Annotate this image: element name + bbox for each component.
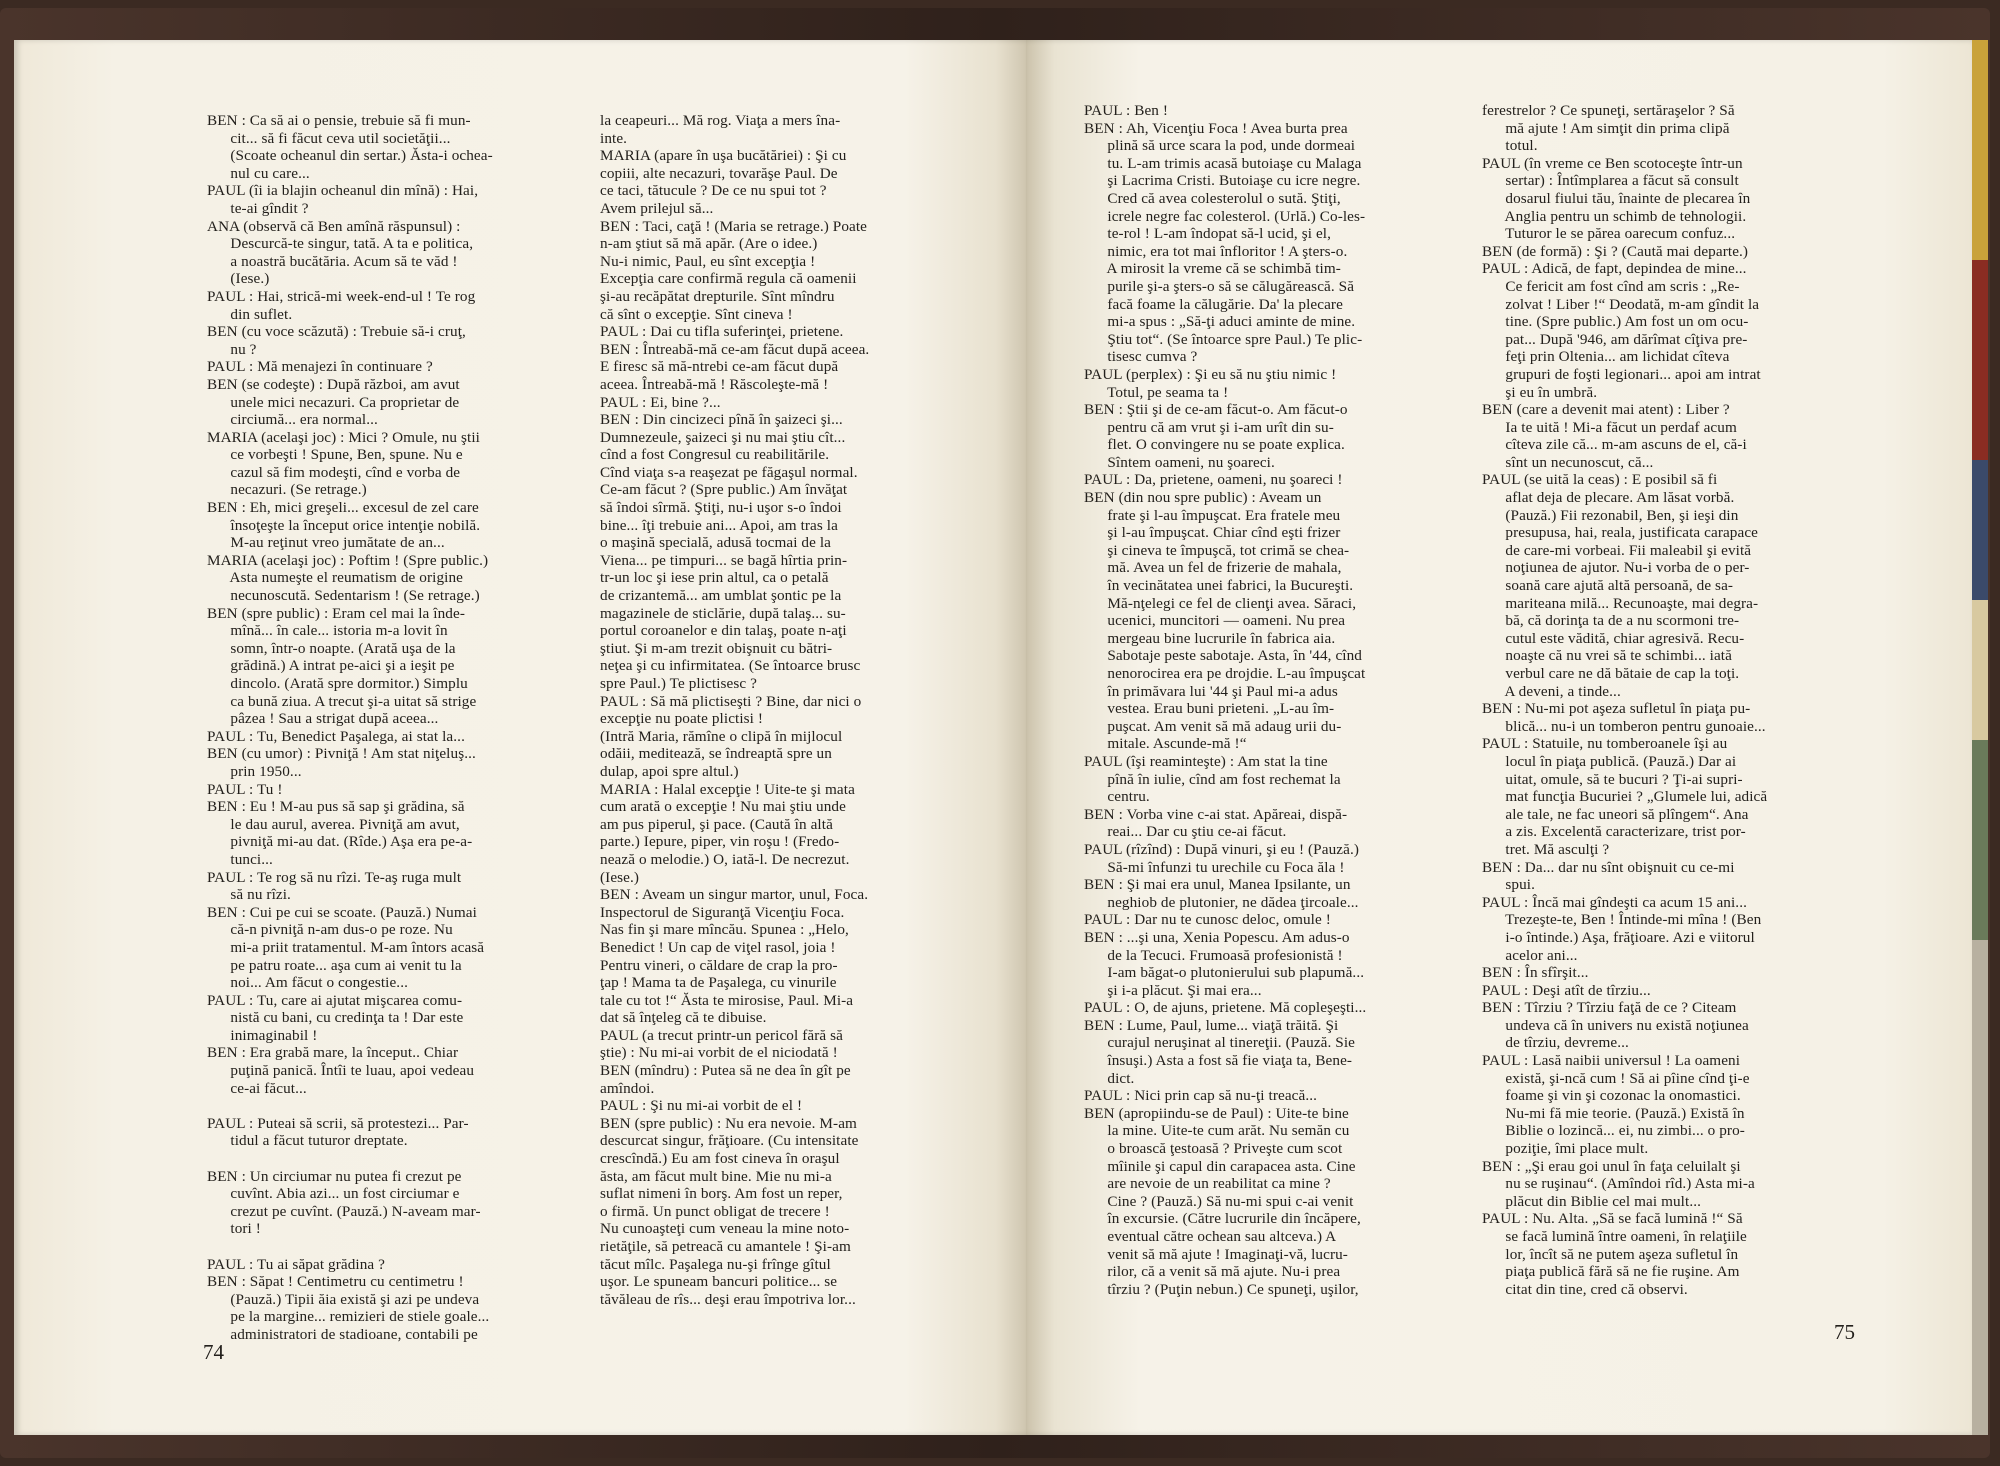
text-line: BEN : Eh, mici greşeli... excesul de zel care <box>207 499 479 517</box>
text-line: unele mici necazuri. Ca proprietar de <box>207 393 460 411</box>
text-line: o maşină specială, adusă tocmai de la <box>600 534 832 552</box>
text-line: Ia te uită ! Mi-a făcut un perdaf acum <box>1482 418 1737 436</box>
text-line: sînt un necunoscut, că... <box>1482 453 1654 471</box>
text-line: Sabotaje peste sabotaje. Asta, în '44, cînd <box>1084 647 1362 665</box>
text-line: M-au reţinut vreo jumătate de an... <box>207 534 445 552</box>
text-line: Ce fericit am fost cînd am scris : „Re- <box>1482 277 1740 295</box>
text-line: BEN : Ştii şi de ce-am făcut-o. Am făcut-o <box>1084 401 1348 419</box>
text-line: mergeau bine lucrurile în fabrica aia. <box>1084 629 1336 647</box>
text-line: PAUL (îi ia blajin ocheanul din mînă) : Hai, <box>207 182 479 200</box>
text-line: cutul este vădită, chiar agresivă. Recu- <box>1482 629 1745 647</box>
text-line: PAUL : Să mă plictiseşti ? Bine, dar nici o <box>600 692 862 710</box>
text-line: sertar) : Întîmplarea a făcut să consult <box>1482 172 1739 190</box>
text-line: tăvăleau de rîs... deşi erau împotriva lor... <box>600 1290 856 1308</box>
text-line: PAUL : Ei, bine ?... <box>600 393 721 411</box>
text-line: de crizantemă... am umblat şontic pe la <box>600 587 842 605</box>
text-line: tret. Mă asculţi ? <box>1482 840 1610 858</box>
text-line: Să-mi înfunzi tu urechile cu Foca ăla ! <box>1084 858 1345 876</box>
edge-tab <box>1972 740 1988 940</box>
text-line: magazinele de sticlărie, după talaş... su- <box>600 604 846 622</box>
text-line: în excursie. (Către lucrurile din încăpere, <box>1084 1210 1361 1228</box>
text-line: PAUL : Da, prietene, oameni, nu şoareci ! <box>1084 471 1343 489</box>
text-line: a noastră bucătăria. Acum să te văd ! <box>207 252 458 270</box>
text-line: la mine. Uite-te cum arăt. Nu semăn cu <box>1084 1122 1350 1140</box>
text-line: eventual către ochean sau altceva.) A <box>1084 1228 1337 1245</box>
page-edge-tabs <box>1972 40 1988 1435</box>
text-line: MARIA (acelaşi joc) : Mici ? Omule, nu ştii <box>207 428 480 446</box>
text-line: mitale. Ascunde-mă !“ <box>1084 735 1247 753</box>
text-line: cazul să fim modeşti, cînd e vorba de <box>207 463 461 481</box>
text-line <box>207 1150 493 1168</box>
text-line: mîinile şi capul din carapacea asta. Cine <box>1084 1157 1356 1175</box>
text-line: mat funcţia Bucuriei ? „Glumele lui, adică <box>1482 788 1768 806</box>
text-line: BEN (spre public) : Nu era nevoie. M-am <box>600 1114 857 1132</box>
text-line: tori ! <box>207 1220 261 1238</box>
text-line: pînă în iulie, cînd am fost rechemat la <box>1084 770 1341 788</box>
text-line: BEN : Întreabă-mă ce-am făcut după aceea. <box>600 340 870 358</box>
text-line: tine. (Spre public.) Am fost un om ocu- <box>1482 313 1749 331</box>
edge-tab <box>1972 940 1988 1435</box>
text-line: să îndoi sîrmă. Ştiţi, nu-i uşor s-o îndoi <box>600 499 842 517</box>
text-line: A deveni, a tinde... <box>1482 682 1621 700</box>
text-line: Avem prilejul să... <box>600 199 714 217</box>
text-line: în vecinătatea unei fabrici, la Bucureşti. <box>1084 577 1354 595</box>
right-column-2 <box>1482 102 1767 1298</box>
text-line: noţiunea de ajutor. Nu-i vorba de o per- <box>1482 559 1750 577</box>
text-line: cuvînt. Abia azi... un fost circiumar e <box>207 1185 460 1203</box>
text-line: PAUL : O, de ajuns, prietene. Mă copleşeşti... <box>1084 999 1367 1017</box>
text-line: PAUL (a trecut printr-un pericol fără să <box>600 1026 843 1044</box>
text-line: însuşi.) Asta a fost să fie viaţa ta, Bene- <box>1084 1052 1353 1070</box>
text-line: necazuri. (Se retrage.) <box>207 481 367 499</box>
text-line: inimaginabil ! <box>207 1026 318 1044</box>
edge-tab <box>1972 260 1988 460</box>
text-line: te-rol ! L-am îndopat să-l ucid, şi el, <box>1084 225 1332 243</box>
text-line: uşor. Le spuneam bancuri politice... se <box>600 1273 838 1291</box>
text-line: BEN : Ah, Vicenţiu Foca ! Avea burta prea <box>1084 119 1348 137</box>
text-line: noaşte că nu vrei să te schimbi... iată <box>1482 647 1732 665</box>
text-line: crezut pe cuvînt. (Pauză.) N-aveam mar- <box>207 1202 481 1220</box>
text-line: foame şi vin şi cozonac la onomastici. <box>1482 1087 1741 1105</box>
text-line: BEN : Un circiumar nu putea fi crezut pe <box>207 1167 462 1185</box>
text-line: BEN (se codeşte) : După război, am avut <box>207 375 460 393</box>
text-line: necunoscută. Sedentarism ! (Se retrage.) <box>207 587 480 605</box>
text-line: BEN (apropiindu-se de Paul) : Uite-te bine <box>1084 1104 1349 1122</box>
text-line: PAUL : Hai, strică-mi week-end-ul ! Te rog <box>207 287 476 305</box>
text-line: dat să înţeleg că te dibuise. <box>600 1009 767 1027</box>
text-line: spre Paul.) Te plictisesc ? <box>600 675 757 692</box>
text-line: BEN : Ca să ai o pensie, trebuie să fi mun- <box>207 112 471 129</box>
right-column-1 <box>1084 102 1366 1298</box>
text-line: PAUL : Mă menajezi în continuare ? <box>207 358 433 376</box>
text-line: BEN : Tîrziu ? Tîrziu faţă de ce ? Citeam <box>1482 999 1737 1017</box>
text-line: Benedict ! Un cap de viţel rasol, joia ! <box>600 938 836 956</box>
text-line: plină să urce scara la pod, unde dormeai <box>1084 137 1356 155</box>
text-line: spui. <box>1482 876 1535 894</box>
text-line: nu se ruşinau“. (Amîndoi rîd.) Asta mi-a <box>1482 1175 1755 1193</box>
text-line: tăcut mîlc. Paşalega nu-şi frînge gîtul <box>600 1255 831 1273</box>
text-line: ferestrelor ? Ce spuneţi, sertăraşelor ? Să <box>1482 102 1735 119</box>
text-line: n-am ştiut să mă apăr. (Are o idee.) <box>600 235 818 253</box>
text-line: mariteana milă... Recunoaşte, mai degra- <box>1482 594 1759 612</box>
text-line: puşcat. Am venit să mă adaug urii du- <box>1084 717 1342 735</box>
text-line: nimic, era tot mai înfloritor ! A şters-o. <box>1084 242 1348 260</box>
text-line: că-n pivniţă n-am dus-o pe roze. Nu <box>207 921 453 939</box>
text-line: BEN (spre public) : Eram cel mai la înde- <box>207 604 465 622</box>
text-line: suflat nimeni în borş. Am fost un reper, <box>600 1185 843 1203</box>
text-line: şi-au recăpătat drepturile. Sînt mîndru <box>600 287 835 305</box>
text-line: vestea. Erau buni prieteni. „L-au îm- <box>1084 700 1335 718</box>
text-line: tîrziu ? (Puţin nebun.) Ce spuneţi, uşilor, <box>1084 1280 1359 1298</box>
text-line: te-ai gîndit ? <box>207 199 309 217</box>
text-line: parte.) Iepure, piper, vin roşu ! (Fredo- <box>600 833 840 851</box>
text-line: curajul neruşinat al tinereţii. (Pauză. Sie <box>1084 1034 1356 1052</box>
text-line: MARIA (apare în uşa bucătăriei) : Şi cu <box>600 147 847 165</box>
text-line: aceea. Întreabă-mă ! Răscoleşte-mă ! <box>600 375 829 393</box>
text-line: zolvat ! Liber !“ Deodată, m-am gîndit la <box>1482 295 1760 313</box>
text-line: PAUL (perplex) : Şi eu să nu ştiu nimic ! <box>1084 365 1337 383</box>
text-line: locul în piaţa publică. (Pauză.) Dar ai <box>1482 752 1737 770</box>
text-line: PAUL : Tu ai săpat grădina ? <box>207 1255 386 1273</box>
text-line: ANA (observă că Ben amînă răspunsul) : <box>207 217 461 235</box>
text-line: PAUL : Statuile, nu tomberoanele îşi au <box>1482 735 1728 753</box>
text-line: undeva că în univers nu există noţiunea <box>1482 1016 1749 1034</box>
text-line: BEN : În sfîrşit... <box>1482 964 1589 982</box>
text-line: (Iese.) <box>207 270 270 288</box>
text-line: Cred că avea colesterolul o sută. Ştiţi, <box>1084 189 1341 207</box>
text-line: PAUL : Dai cu tifla suferinţei, prietene. <box>600 323 844 341</box>
text-line: PAUL (rîzînd) : După vinuri, şi eu ! (Pauză.) <box>1084 840 1360 858</box>
left-column-2 <box>600 112 869 1308</box>
text-line: cînd a fost Congresul cu reabilitările. <box>600 446 830 464</box>
text-line: ucenici, muncitori — oameni. Nu prea <box>1084 612 1346 630</box>
text-line: tu. L-am trimis acasă butoiaşe cu Malaga <box>1084 154 1362 172</box>
text-line: Totul, pe seama ta ! <box>1084 383 1229 401</box>
text-line: PAUL : Încă mai gîndeşti ca acum 15 ani... <box>1482 893 1747 911</box>
text-line <box>207 1097 493 1115</box>
text-line: nul cu care... <box>207 164 310 182</box>
text-line: ăsta, am făcut mult bine. Mie nu mi-a <box>600 1167 832 1185</box>
text-line: aflat deja de plecare. Am lăsat vorbă. <box>1482 489 1735 507</box>
text-line: şi eu în umbră. <box>1482 383 1598 401</box>
text-line: circiumă... era normal... <box>207 411 378 429</box>
text-line: BEN : Din cincizeci pînă în şaizeci şi... <box>600 411 843 429</box>
text-line: pâzea ! Sau a strigat după aceea... <box>207 710 439 728</box>
text-line: ale tale, ne fac uneori să plîngem“. Ana <box>1482 805 1749 823</box>
text-line: BEN : Cui pe cui se scoate. (Pauză.) Numai <box>207 903 477 921</box>
text-line: dulap, apoi spre altul.) <box>600 762 739 780</box>
text-line: puţină panică. Întîi te luau, apoi vedeau <box>207 1062 475 1080</box>
text-line: flet. O convingere nu se poate explica. <box>1084 436 1345 454</box>
text-line: se facă lumină între oameni, în relaţiile <box>1482 1228 1747 1245</box>
text-line: venit să mă ajute ! Imaginaţi-vă, lucru- <box>1084 1245 1348 1263</box>
text-line: a zis. Excelentă caracterizare, trist por- <box>1482 823 1746 841</box>
edge-tab <box>1972 40 1988 260</box>
text-line: PAUL : Puteai să scrii, să protestezi... Par- <box>207 1114 469 1132</box>
left-column-1 <box>207 112 493 1344</box>
left-page <box>14 40 1026 1435</box>
text-line: în primăvara lui '44 şi Paul mi-a adus <box>1084 682 1338 700</box>
text-line: să nu rîzi. <box>207 886 291 904</box>
text-line: i-o întinde.) Aşa, frăţioare. Azi e viitorul <box>1482 928 1755 946</box>
text-line: lor, încît să ne putem aşeza sufletul în <box>1482 1245 1739 1263</box>
text-line: neghiob de plutonier, ne dădea ţircoale... <box>1084 893 1359 911</box>
text-line: mă ajute ! Am simţit din prima clipă <box>1482 119 1730 137</box>
text-line: şi Lacrima Cristi. Butoiaşe cu icre negre. <box>1084 172 1361 190</box>
text-line: din suflet. <box>207 305 293 323</box>
text-line: excepţie nu poate plictisi ! <box>600 710 764 728</box>
text-line: ştiut. Şi m-am trezit obişnuit cu bătri- <box>600 639 833 657</box>
text-line: o broască ţestoasă ? Priveşte cum scot <box>1084 1140 1343 1158</box>
text-line: totul. <box>1482 137 1538 155</box>
text-line: de la Tecuci. Frumoasă profesionistă ! <box>1084 946 1343 964</box>
text-line: cit... să fi făcut ceva util societăţii... <box>207 129 451 147</box>
text-line: are nevoie de un reabilitat ca mine ? <box>1084 1175 1331 1193</box>
text-line: rilor, că a venit să mă ajute. Nu-i prea <box>1084 1263 1341 1281</box>
text-line: Ce-am făcut ? (Spre public.) Am învăţat <box>600 481 848 499</box>
text-line: Dumnezeule, şaizeci şi nu mai ştiu cît... <box>600 428 846 446</box>
text-line: BEN (cu umor) : Pivniţă ! Am stat niţeluş... <box>207 745 476 763</box>
text-line: (Intră Maria, rămîne o clipă în mijlocul <box>600 727 843 745</box>
text-line: purile şi-a şters-o să se călugărească. Să <box>1084 277 1355 295</box>
text-line: crescîndă.) Eu am fost cineva în oraşul <box>600 1150 840 1168</box>
text-line: pivniţă mi-au dat. (Rîde.) Aşa era pe-a- <box>207 833 473 851</box>
text-line: facă foame la călugărie. Da' la plecare <box>1084 295 1343 313</box>
text-line: poziţie, îmi place mult. <box>1482 1140 1649 1158</box>
text-line: Nas fin şi mare mîncău. Spunea : „Helo, <box>600 921 849 939</box>
text-line: (Pauză.) Fii rezonabil, Ben, şi ieşi din <box>1482 506 1739 524</box>
text-line: BEN (din nou spre public) : Aveam un <box>1084 489 1322 507</box>
text-line: inte. <box>600 129 628 147</box>
text-line: blică... nu-i un tomberon pentru gunoaie... <box>1482 717 1766 735</box>
text-line: I-am băgat-o plutonierului sub plapumă... <box>1084 964 1365 982</box>
text-line: Viena... pe timpuri... se bagă hîrtia prin- <box>600 551 848 569</box>
text-line: pat... După '946, am dărîmat cîţiva pre- <box>1482 330 1748 348</box>
text-line: (Pauză.) Tipii ăia există şi azi pe undeva <box>207 1290 480 1308</box>
text-line: ce vorbeşti ! Spune, Ben, spune. Nu e <box>207 446 463 464</box>
text-line: dosarul fiului tău, înainte de plecarea în <box>1482 189 1751 207</box>
text-line: grădină.) A intrat pe-aici şi a ieşit pe <box>207 657 455 675</box>
text-line: PAUL : Tu ! <box>207 780 283 798</box>
text-line: tidul a făcut tuturor dreptate. <box>207 1132 408 1150</box>
text-line <box>207 1238 493 1256</box>
text-line: pentru că am vrut şi i-am urît din su- <box>1084 418 1334 436</box>
text-line: BEN (mîndru) : Putea să ne dea în gît pe <box>600 1062 851 1080</box>
text-line: uitat, omule, să te bucuri ? Ţi-ai supri- <box>1482 770 1743 788</box>
text-line: (Iese.) <box>600 868 640 886</box>
text-line: administratori de stadioane, contabili pe <box>207 1325 478 1343</box>
text-line: o firmă. Un punct obligat de trecere ! <box>600 1202 830 1220</box>
text-line: reai... Dar cu ştiu ce-ai făcut. <box>1084 823 1287 841</box>
text-line: PAUL : Adică, de fapt, depindea de mine... <box>1482 260 1747 278</box>
text-line: BEN : Şi mai era unul, Manea Ipsilante, un <box>1084 876 1351 894</box>
text-line: şi l-au împuşcat. Chiar cînd eşti frizer <box>1084 524 1341 542</box>
text-line: tale cu tot !“ Ăsta te mirosise, Paul. Mi-a <box>600 991 854 1009</box>
text-line: PAUL (îşi reaminteşte) : Am stat la tine <box>1084 752 1328 770</box>
text-line: odăii, meditează, se îndreaptă spre un <box>600 745 832 763</box>
text-line: BEN : Eu ! M-au pus să sap şi grădina, să <box>207 798 465 816</box>
text-line: BEN : Vorba vine c-ai stat. Apăreai, dispă- <box>1084 805 1348 823</box>
text-line: Biblie o lozincă... ei, nu zimbi... o pro- <box>1482 1122 1745 1140</box>
text-line: PAUL : Dar nu te cunosc deloc, omule ! <box>1084 911 1331 929</box>
text-line: somn, într-o noapte. (Arată uşa de la <box>207 639 456 657</box>
text-line: PAUL : Deşi atît de tîrziu... <box>1482 981 1651 999</box>
text-line: Trezeşte-te, Ben ! Întinde-mi mîna ! (Ben <box>1482 911 1762 929</box>
text-line: PAUL : Tu, Benedict Paşalega, ai stat la... <box>207 727 465 745</box>
text-line: Asta numeşte el reumatism de origine <box>207 569 464 587</box>
text-line: BEN : Lume, Paul, lume... viaţă trăită. Şi <box>1084 1016 1339 1034</box>
text-line: tisesc cumva ? <box>1084 348 1198 366</box>
text-line: A mirosit la vreme că se schimbă tim- <box>1084 260 1341 278</box>
text-line: ce taci, tătucule ? De ce nu spui tot ? <box>600 182 827 200</box>
text-line: Descurcă-te singur, tată. A ta e politica, <box>207 235 474 253</box>
text-line: presupusa, hai, reala, justificata carapace <box>1482 524 1759 542</box>
text-line: (Scoate ocheanul din sertar.) Ăsta-i ochea- <box>207 147 493 165</box>
text-line: piaţa publică fără să ne fie ruşine. Am <box>1482 1263 1740 1281</box>
text-line: PAUL (se uită la ceas) : E posibil să fi <box>1482 471 1718 489</box>
text-line: prin 1950... <box>207 762 302 780</box>
text-line: şi i-a plăcut. Şi mai era... <box>1084 981 1262 999</box>
text-line: BEN : „Şi erau goi unul în faţa celuilalt şi <box>1482 1157 1741 1175</box>
text-line: Anglia pentru un schimb de tehnologii. <box>1482 207 1747 225</box>
text-line: BEN (de formă) : Şi ? (Caută mai departe.) <box>1482 242 1749 260</box>
text-line: există, şi-ncă cum ! Să ai pîine cînd ţi-e <box>1482 1069 1750 1087</box>
text-line: de care-mi vorbeai. Fii maleabil şi evită <box>1482 541 1752 559</box>
text-line: dincolo. (Arată spre dormitor.) Simplu <box>207 675 468 692</box>
text-line: frate şi l-au împuşcat. Era fratele meu <box>1084 506 1341 524</box>
text-line: de tîrziu, devreme... <box>1482 1034 1629 1052</box>
text-line: mi-a spus : „Să-ţi aduci aminte de mine. <box>1084 313 1356 331</box>
text-line: PAUL : Nici prin cap să nu-ţi treacă... <box>1084 1087 1318 1105</box>
text-line: Cînd viaţa s-a reaşezat pe făgaşul normal. <box>600 463 858 481</box>
text-line: BEN (cu voce scăzută) : Trebuie să-i cruţ, <box>207 323 466 341</box>
text-line: noi... Am făcut o congestie... <box>207 974 408 992</box>
text-line: BEN (care a devenit mai atent) : Liber ? <box>1482 401 1730 419</box>
text-line: MARIA (acelaşi joc) : Poftim ! (Spre public.) <box>207 551 489 569</box>
text-line: PAUL : Lasă naibii universul ! La oameni <box>1482 1052 1741 1070</box>
text-line: pe patru roate... aşa cum ai venit tu la <box>207 956 462 974</box>
text-line: ce-ai făcut... <box>207 1079 307 1097</box>
text-line: mă. Avea un fel de frizerie de mahala, <box>1084 559 1342 577</box>
text-line: nistă cu bani, cu credinţa ta ! Dar este <box>207 1009 464 1027</box>
text-line: neţea şi cu infirmitatea. (Se întoarce brusc <box>600 657 861 675</box>
text-line: la ceapeuri... Mă rog. Viaţa a mers îna- <box>600 112 841 129</box>
text-line: Inspectorul de Siguranţă Vicenţiu Foca. <box>600 903 845 921</box>
text-line: E firesc să mă-ntrebi ce-am făcut după <box>600 358 839 376</box>
text-line: BEN : Aveam un singur martor, unul, Foca. <box>600 886 869 904</box>
text-line: ca bună ziua. A trecut şi-a uitat să strige <box>207 692 477 710</box>
text-line: le dau aurul, averea. Pivniţă am avut, <box>207 815 460 833</box>
text-line: acelor ani... <box>1482 946 1578 964</box>
text-line: nează o melodie.) O, iată-l. De necrezut. <box>600 850 850 868</box>
text-line: BEN : Taci, caţă ! (Maria se retrage.) Poate <box>600 217 868 235</box>
text-line: bă, că dorinţa ta de a nu scormoni tre- <box>1482 612 1740 630</box>
text-line: mi-a priit tratamentul. M-am întors acasă <box>207 938 485 956</box>
text-line: cîteva zile că... m-am ascuns de el, că-i <box>1482 436 1747 454</box>
text-line: BEN : Săpat ! Centimetru cu centimetru ! <box>207 1273 464 1291</box>
text-line: Pentru vineri, o căldare de crap la pro- <box>600 956 838 974</box>
text-line: Nu-mi fă mie teorie. (Pauză.) Există în <box>1482 1104 1745 1122</box>
text-line: rietăţile, să petreacă cu amantele ! Şi-am <box>600 1238 851 1255</box>
text-line: ştie) : Nu mi-ai vorbit de el niciodată ! <box>600 1044 838 1062</box>
text-line: feţi prin Oltenia... am lichidat cîteva <box>1482 348 1730 366</box>
text-line: copiii, alte necazuri, tovarăşe Paul. De <box>600 164 838 182</box>
text-line: centru. <box>1084 788 1150 806</box>
text-line: citat din tine, cred că observi. <box>1482 1280 1688 1298</box>
text-line: PAUL : Nu. Alta. „Să se facă lumină !“ Să <box>1482 1210 1743 1228</box>
text-line: însoţeşte la început orice intenţie nobilă. <box>207 516 481 534</box>
page-number-left: 74 <box>203 1340 224 1364</box>
text-line: PAUL : Ben ! <box>1084 102 1169 119</box>
text-line: Sîntem oameni, nu şoareci. <box>1084 453 1275 471</box>
text-line: tunci... <box>207 850 273 868</box>
text-line: PAUL : Şi nu mi-ai vorbit de el ! <box>600 1097 803 1115</box>
text-line: BEN : Era grabă mare, la început.. Chiar <box>207 1044 459 1062</box>
text-line: mînă... în cale... istoria m-a lovit în <box>207 622 448 640</box>
right-page <box>1026 40 1978 1435</box>
text-line: BEN : ...şi una, Xenia Popescu. Am adus-o <box>1084 928 1350 946</box>
text-line: Tuturor le se părea oarecum confuz... <box>1482 225 1736 243</box>
text-line: grupuri de foşti legionari... apoi am intrat <box>1482 365 1761 383</box>
page-number-right: 75 <box>1834 1320 1855 1344</box>
text-line: Nu-i nimic, Paul, eu sînt excepţia ! <box>600 252 816 270</box>
text-line: icrele negre fac colesterol. (Urlă.) Co-les- <box>1084 207 1366 225</box>
text-line: BEN : Nu-mi pot aşeza sufletul în piaţa pu- <box>1482 700 1751 718</box>
text-line: portul coroanelor e din talaş, poate n-aţi <box>600 622 847 640</box>
text-line: PAUL : Te rog să nu rîzi. Te-aş ruga mult <box>207 868 462 886</box>
text-line: verbul care ne dă bătaie de cap la toţi. <box>1482 665 1740 682</box>
text-line: că sînt o excepţie. Sînt cineva ! <box>600 305 793 323</box>
text-line: nenorocirea era pe drojdie. L-au împuşcat <box>1084 665 1366 682</box>
text-line: ţap ! Mama ta de Paşalega, cu vinurile <box>600 974 837 992</box>
text-line: Cine ? (Pauză.) Să nu-mi spui c-ai venit <box>1084 1192 1354 1210</box>
text-line: dict. <box>1084 1069 1135 1087</box>
text-line: tr-un loc şi iese prin altul, ca o petală <box>600 569 829 587</box>
text-line: plăcut din Biblie cel mai mult... <box>1482 1192 1702 1210</box>
text-line: soană care ajută altă persoană, de sa- <box>1482 577 1734 595</box>
text-line: şi cineva te împuşcă, tot crimă se chea- <box>1084 541 1350 559</box>
text-line: MARIA : Halal excepţie ! Uite-te şi mata <box>600 780 855 798</box>
text-line: PAUL (în vreme ce Ben scotoceşte într-un <box>1482 154 1743 172</box>
text-line: am pus piperul, şi pace. (Caută în altă <box>600 815 833 833</box>
text-line: amîndoi. <box>600 1079 655 1097</box>
text-line: descurcat singur, frăţioare. (Cu intensitate <box>600 1132 859 1150</box>
text-line: BEN : Da... dar nu sînt obişnuit cu ce-mi <box>1482 858 1735 876</box>
text-line: Excepţia care confirmă regula că oamenii <box>600 270 857 288</box>
text-line: cum arată o excepţie ! Nu mai ştiu unde <box>600 798 846 816</box>
text-line: nu ? <box>207 340 257 358</box>
text-line: bine... îţi trebuie ani... Apoi, am tras la <box>600 516 838 534</box>
text-line: Nu cunoaşteţi cum veneau la mine noto- <box>600 1220 850 1238</box>
edge-tab <box>1972 460 1988 600</box>
text-line: pe la margine... remizieri de stiele goale... <box>207 1308 490 1326</box>
text-line: Ştiu tot“. (Se întoarce spre Paul.) Te plic- <box>1084 330 1363 348</box>
text-line: PAUL : Tu, care ai ajutat mişcarea comu- <box>207 991 463 1009</box>
edge-tab <box>1972 600 1988 740</box>
text-line: Mă-nţelegi ce fel de clienţi avea. Săraci, <box>1084 594 1357 612</box>
